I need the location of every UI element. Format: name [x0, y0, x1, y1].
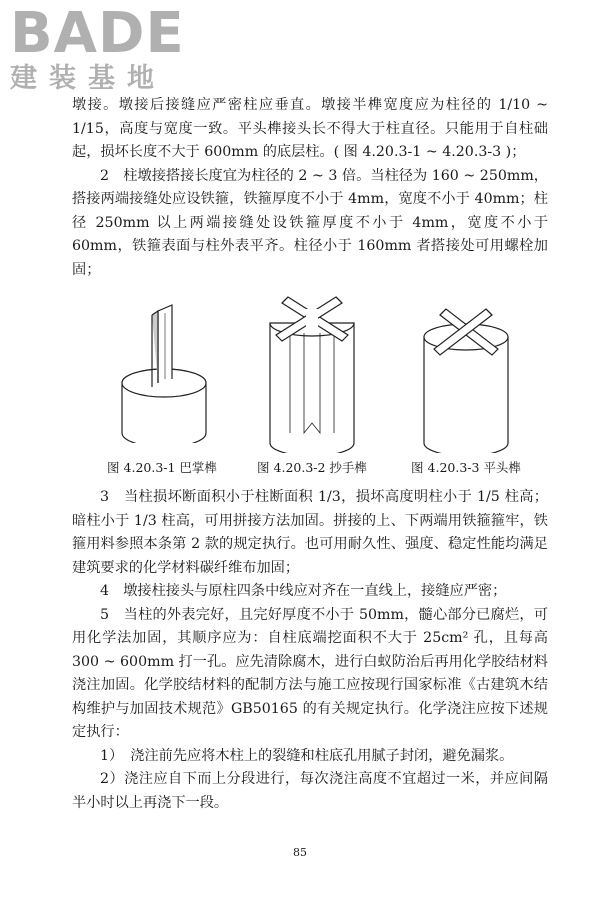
figure-2 [242, 283, 382, 478]
figure-row [92, 283, 542, 478]
figure-1 [92, 283, 232, 478]
figure-3-caption: 图 4.20.3-3 平头榫 [411, 460, 521, 475]
paragraph-1-continuation: 墩接。墩接后接缝应严密柱应垂直。墩接半榫宽度应为柱径的 1/10 ~ 1/15，高度与宽度一致。平头榫接头长不得大于柱直径。只能用于自柱础起，损坏长度不大于 600mm 的底层柱。( 图 4.20.3-1 ~ 4.20.3-3 )； [72, 97, 548, 160]
list-item-1: 1） 浇注前先应将木柱上的裂缝和柱底孔用腻子封闭，避免漏浆。 [100, 747, 514, 764]
figure-3 [396, 283, 536, 478]
logo-subtitle: 建装基地 [10, 63, 166, 94]
page-number: 85 [293, 846, 307, 859]
brand-logo [10, 1, 185, 96]
figure-2-caption: 图 4.20.3-2 抄手榫 [257, 460, 367, 475]
logo-wordmark: BADE [10, 1, 185, 66]
paragraph-4: 4 墩接柱接头与原柱四条中线应对齐在一直线上，接缝应严密； [100, 583, 507, 599]
paragraph-2: 2 柱墩接搭接长度宜为柱径的 2 ~ 3 倍。当柱径为 160 ~ 250mm，搭接两端接缝处应设铁箍，铁箍厚度不小于 4mm，宽度不小于 40mm；柱径 250mm 以上两端接缝处设铁箍厚度不小于 4mm，宽度不小于 60mm，铁箍表面与柱外表平齐。柱径小于 160mm 者搭接处可用螺栓加固； [72, 167, 548, 278]
figure-1-caption: 图 4.20.3-1 巴掌榫 [107, 460, 217, 475]
lower-text-block [72, 486, 548, 815]
chaoshou-tenon-drawing [252, 283, 372, 453]
pingtou-tenon-drawing [406, 283, 526, 453]
paragraph-3: 3 当柱损坏断面积小于柱断面积 1/3，损坏高度明柱小于 1/5 柱高；暗柱小于 1/3 柱高，可用拼接方法加固。拼接的上、下两端用铁箍箍牢，铁箍用料参照本条第 2 款的规定执行。也可用耐久性、强度、稳定性能均满足建筑要求的化学材料碳纤维布加固； [72, 489, 548, 576]
paragraph-5: 5 当柱的外表完好，且完好厚度不小于 50mm，髓心部分已腐烂，可用化学法加固，其顺序应为：自柱底端挖面积不大于 25cm² 孔，且每高 300 ~ 600mm 打一孔。应先清除腐木，进行白蚁防治后再用化学胶结材料浇注加固。化学胶结材料的配制方法与施工应按现行国家标准《古建筑木结构维护与加固技术规范》GB50165 的有关规定执行。化学浇注应按下述规定执行： [72, 606, 548, 740]
upper-text-block [72, 94, 548, 282]
bazhang-tenon-drawing [102, 283, 222, 443]
list-item-2: 2）浇注应自下而上分段进行，每次浇注高度不宜超过一米，并应间隔半小时以上再浇下一段。 [72, 771, 548, 811]
